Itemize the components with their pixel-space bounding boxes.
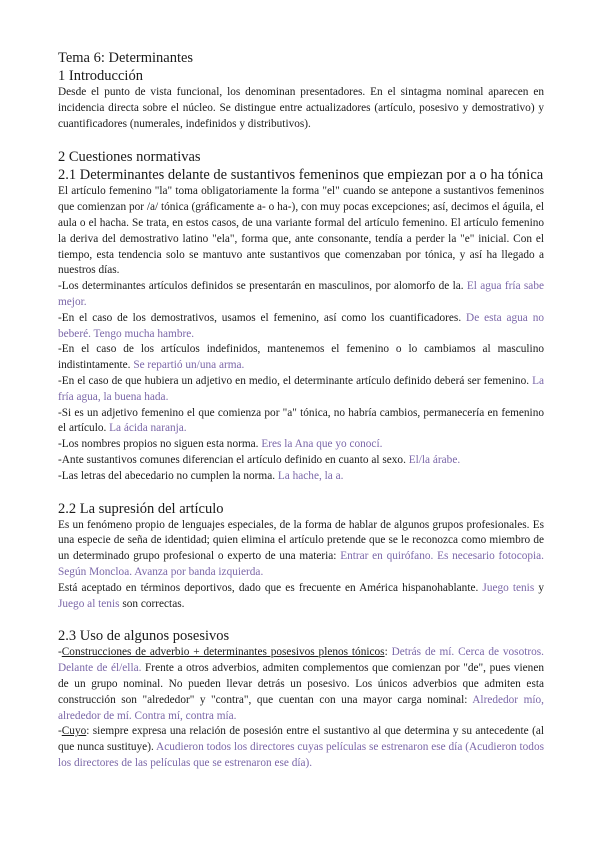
underlined-term: Construcciones de adverbio + determinantes posesivos plenos tónicos [61, 646, 385, 659]
rule-item: -Los nombres propios no siguen esta norma. Eres la Ana que yo conocí. [58, 438, 383, 451]
section-2-2-paragraph-1: Es un fenómeno propio de lenguajes especiales, de la forma de hablar de algunos grupos profesionales. Es una especie de seña de identidad; quien elimina el artículo pretende que se le reconozca como miembro de un determinado grupo profesional o experto de una materia: Entrar en quirófano. Es necesario fotocopia. Según Moncloa. Avanza por banda izquierda. [58, 518, 544, 578]
example-text: La ácida naranja. [109, 422, 187, 435]
section-1-heading: 1 Introducción [58, 68, 143, 84]
underlined-term: Cuyo [61, 725, 87, 738]
example-text: Juego al tenis [58, 597, 120, 610]
example-text: La hache, la a. [277, 469, 344, 482]
example-text: Entrar en quirófano. Es necesario fotocopia. Según Moncloa. Avanza por banda izquierda. [58, 550, 544, 578]
rule-item: -Las letras del abecedario no cumplen la norma. La hache, la a. [58, 469, 344, 482]
section-2-1-heading: 2.1 Determinantes delante de sustantivos femeninos que empiezan por a o ha tónica [58, 167, 544, 184]
rule-item: -Los determinantes artículos definidos se presentarán en masculinos, por alomorfo de la. El agua fría sabe mejor. [58, 280, 544, 308]
example-text: Acudieron todos los directores cuyas películas se estrenaron ese día (Acudieron todos los directores de las películas que se estrenaron ese día). [58, 741, 545, 769]
example-text: Eres la Ana que yo conocí. [261, 438, 383, 451]
section-2-2-heading: 2.2 La supresión del artículo [58, 500, 224, 517]
section-2-heading: 2 Cuestiones normativas [58, 149, 201, 166]
example-text: El agua fría sabe mejor. [58, 280, 544, 308]
document-title: Tema 6: Determinantes [58, 50, 194, 66]
section-2-1-intro: El artículo femenino "la" toma obligatoriamente la forma "el" cuando se antepone a sustantivos femeninos que comienzan por /a/ tónica (gráficamente a- o ha-), con muy pocas excepciones; así, decimos el águila, el aula o el hacha. Se trata, en estos casos, de una variante formal del artículo femenino. El artículo femenino la deriva del demostrativo latino "ela", forma que, ante consonante, tendía a perder la "e" inicial. Con el tiempo, esta tendencia solo se mantuvo ante sustantivos que comenzaban por tónica, y así ha llegado a nuestros días. [58, 185, 544, 277]
rule-item: -En el caso de los artículos indefinidos, mantenemos el femenino o lo cambiamos al masculino indistintamente. Se repartió un/una arma. [58, 343, 544, 372]
section-2-3-paragraph-1: -Construcciones de adverbio + determinantes posesivos plenos tónicos: Detrás de mí. Cerca de vosotros. Delante de él/ella. Frente a otros adverbios, admiten complementos que comienzan por "de", pues vienen de un grupo nominal. No pueden llevar detrás un posesivo. Los únicos adverbios que admiten esta construcción son "alrededor" y "contra", que cuentan con una mayor carga nominal: Alrededor mío, alrededor de mí. Contra mí, contra mía. [58, 646, 545, 722]
section-2-3-heading: 2.3 Uso de algunos posesivos [58, 628, 230, 645]
example-text: Detrás de mí. Cerca de vosotros. Delante de él/ella. [58, 646, 545, 675]
rule-item: -En el caso de que hubiera un adjetivo en medio, el determinante artículo definido deberá ser femenino. La fría agua, la buena hada. [58, 374, 544, 403]
example-text: Alrededor mío, alrededor de mí. Contra mí, contra mía. [58, 693, 544, 722]
example-text: Se repartió un/una arma. [133, 359, 245, 372]
rule-item: -En el caso de los demostrativos, usamos el femenino, así como los cuantificadores. De esta agua no beberé. Tengo mucha hambre. [58, 311, 544, 340]
example-text: El/la árabe. [408, 453, 461, 466]
example-text: Juego tenis [482, 581, 535, 594]
section-2-3-paragraph-2: -Cuyo: siempre expresa una relación de posesión entre el sustantivo al que determina y su antecedente (al que nunca sustituye). Acudieron todos los directores cuyas películas se estrenaron ese día (Acudieron todos los directores de las películas que se estrenaron ese día). [58, 725, 545, 769]
example-text: La fría agua, la buena hada. [58, 374, 544, 403]
rule-item: -Ante sustantivos comunes diferencian el artículo definido en cuanto al sexo. El/la árabe. [58, 453, 461, 466]
section-1-paragraph: Desde el punto de vista funcional, los denominan presentadores. En el sintagma nominal aparecen en incidencia directa sobre el núcleo. Se distingue entre actualizadores (artículo, posesivo y demostrativo) y cuantificadores (numerales, indefinidos y distributivos). [58, 86, 544, 130]
example-text: De esta agua no beberé. Tengo mucha hambre. [58, 311, 544, 340]
rule-item: -Si es un adjetivo femenino el que comienza por "a" tónica, no habría cambios, permanecería en femenino el artículo. La ácida naranja. [58, 406, 544, 435]
section-2-2-paragraph-2: Está aceptado en términos deportivos, dado que es frecuente en América hispanohablante. Juego tenis y Juego al tenis son correctas. [58, 581, 544, 610]
